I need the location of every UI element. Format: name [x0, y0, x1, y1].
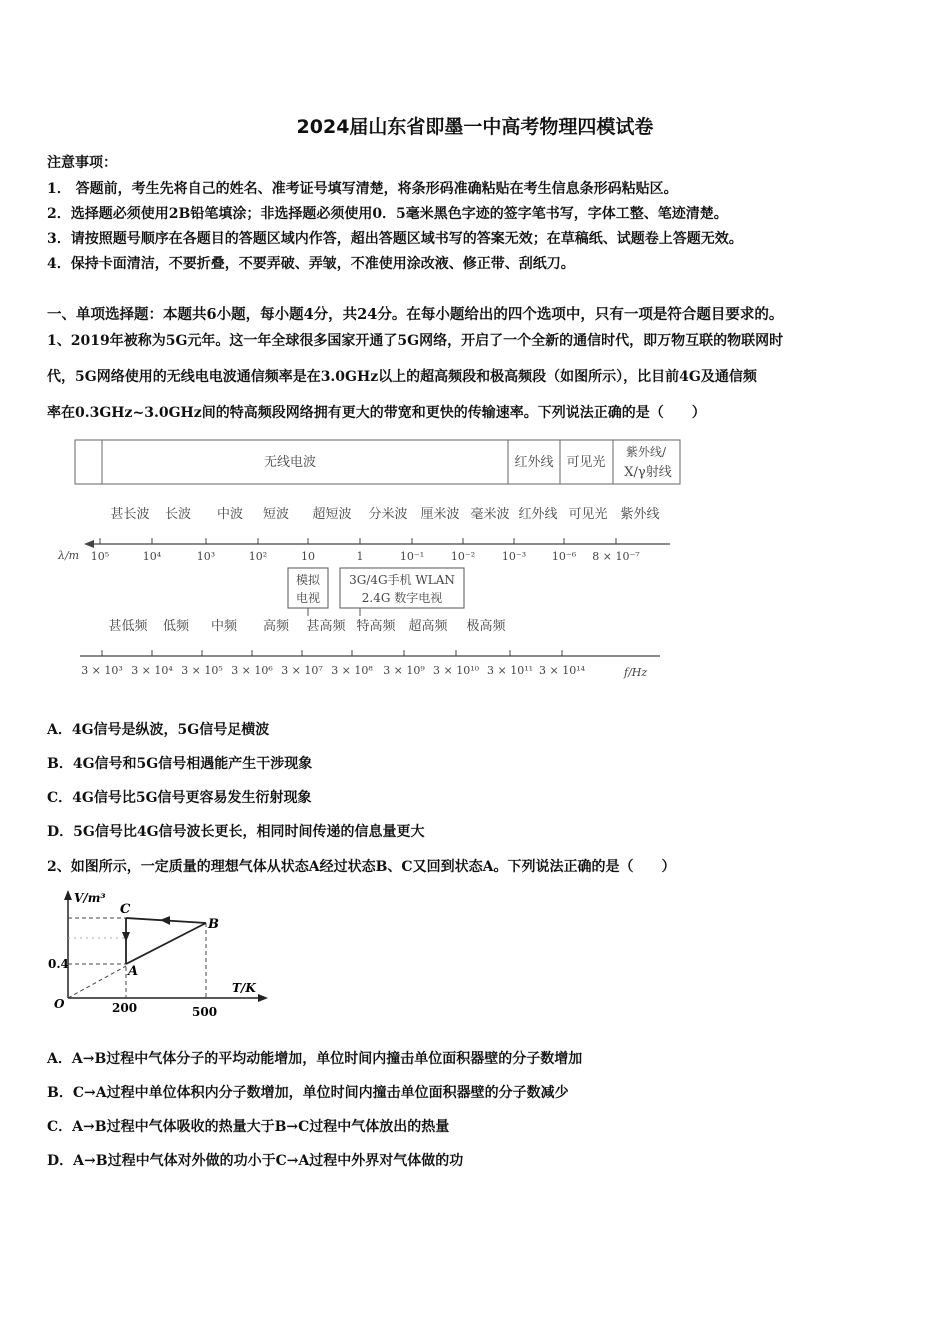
frequency-tick-label: 3 × 10⁶: [231, 664, 273, 677]
frequency-band-name: 中频: [210, 619, 238, 634]
mobile-band-label: 2.4G 数字电视: [361, 591, 443, 605]
point-c-label: C: [120, 902, 131, 917]
q2-option-c[interactable]: C．A→B过程中气体吸收的热量大于B→C过程中气体放出的热量: [47, 1119, 450, 1135]
lambda-tick-label: 10⁻⁶: [551, 550, 577, 563]
wave-name: 甚长波: [110, 507, 150, 522]
q1-option-c[interactable]: C．4G信号比5G信号更容易发生衍射现象: [47, 790, 312, 806]
band-label: X/γ射线: [624, 465, 672, 480]
lambda-tick-label: 10³: [196, 550, 216, 563]
origin-label: O: [54, 997, 65, 1011]
frequency-tick-label: 3 × 10⁷: [281, 664, 323, 677]
v-tick-0-4: 0.4: [48, 957, 69, 971]
wave-name: 短波: [262, 507, 290, 522]
lambda-tick-label: 10⁵: [90, 550, 110, 563]
band-label: 可见光: [566, 455, 606, 470]
band-label: 无线电波: [263, 455, 317, 470]
wave-name: 毫米波: [470, 507, 510, 522]
vt-graph: [40, 888, 280, 1023]
lambda-tick-label: 10⁻²: [450, 550, 476, 563]
notice-heading: 注意事项：: [47, 155, 117, 171]
frequency-tick-label: 3 × 10¹¹: [486, 664, 534, 677]
band-label: 红外线: [514, 455, 554, 470]
point-a-label: A: [128, 964, 139, 979]
frequency-tick-label: 3 × 10¹⁰: [432, 664, 480, 677]
notice-item: 1． 答题前，考生先将自己的姓名、准考证号填写清楚，将条形码准确粘贴在考生信息条形码粘贴区。: [47, 181, 678, 197]
wave-names: [110, 506, 659, 522]
frequency-band-name: 极高频: [466, 619, 506, 634]
notice-item: 2．选择题必须使用2B铅笔填涂；非选择题必须使用0．5毫米黑色字迹的签字笔书写，字体工整、笔迹清楚。: [47, 206, 728, 222]
frequency-tick-label: 3 × 10⁴: [131, 664, 173, 677]
analog-tv-label: 模拟: [295, 573, 321, 587]
frequency-band-name: 甚低频: [108, 619, 148, 634]
frequency-tick-label: 3 × 10⁹: [383, 664, 425, 677]
t-tick-200: 200: [112, 1001, 138, 1015]
lambda-tick-label: 10: [301, 550, 315, 563]
wave-name: 厘米波: [420, 507, 460, 522]
lambda-ticks: [91, 538, 641, 563]
q2-option-b[interactable]: B．C→A过程中单位体积内分子数增加，单位时间内撞击单位面积器壁的分子数减少: [47, 1085, 569, 1101]
wave-name: 分米波: [368, 507, 408, 522]
frequency-band-name: 高频: [262, 619, 290, 634]
t-axis-label: T/K: [232, 981, 256, 995]
frequency-tick-label: 3 × 10⁸: [331, 664, 373, 677]
frequency-band-name: 甚高频: [306, 619, 346, 634]
notice-item: 3．请按照题号顺序在各题目的答题区域内作答，超出答题区域书写的答案无效；在草稿纸、试题卷上答题无效。: [47, 231, 743, 247]
band-label: 紫外线/: [625, 445, 667, 459]
t-tick-500: 500: [192, 1005, 218, 1019]
q1-option-a[interactable]: A．4G信号是纵波，5G信号足横波: [47, 722, 270, 738]
lambda-tick-label: 1: [356, 550, 364, 563]
wave-name: 红外线: [518, 507, 558, 522]
point-b-label: B: [208, 917, 219, 932]
lambda-tick-label: 10²: [248, 550, 268, 563]
notice-item: 4．保持卡面清洁，不要折叠，不要弄破、弄皱，不准使用涂改液、修正带、刮纸刀。: [47, 256, 575, 272]
q1-option-d[interactable]: D．5G信号比4G信号波长更长，相同时间传递的信息量更大: [47, 824, 425, 840]
question-1-line: 代，5G网络使用的无线电电波通信频率是在3.0GHz以上的超高频段和极高频段（如图所示），比目前4G及通信频: [47, 369, 757, 385]
frequency-tick-label: 3 × 10¹⁴: [538, 664, 586, 677]
mobile-band-label: 3G/4G手机 WLAN: [349, 573, 455, 587]
question-1-line: 1、2019年被称为5G元年。这一年全球很多国家开通了5G网络，开启了一个全新的通信时代，即万物互联的物联网时: [47, 333, 784, 349]
freq-ticks: [81, 650, 585, 677]
q2-option-a[interactable]: A．A→B过程中气体分子的平均动能增加，单位时间内撞击单位面积器壁的分子数增加: [47, 1051, 583, 1067]
frequency-band-name: 超高频: [408, 619, 448, 634]
wave-name: 超短波: [312, 507, 352, 522]
wave-name: 紫外线: [620, 507, 660, 522]
v-axis-label: V/m³: [74, 891, 106, 905]
lambda-tick-label: 10⁻¹: [399, 550, 425, 563]
freq-names: [108, 618, 506, 634]
q1-option-b[interactable]: B．4G信号和5G信号相遇能产生干涉现象: [47, 756, 313, 772]
frequency-tick-label: 3 × 10³: [81, 664, 123, 677]
lambda-tick-label: 10⁻³: [501, 550, 527, 563]
frequency-tick-label: 3 × 10⁵: [181, 664, 223, 677]
q2-option-d[interactable]: D．A→B过程中气体对外做的功小于C→A过程中外界对气体做的功: [47, 1153, 464, 1169]
frequency-band-name: 特高频: [356, 619, 396, 634]
page-title: 2024届山东省即墨一中高考物理四模试卷: [296, 116, 654, 138]
lambda-tick-label: 10⁴: [142, 550, 162, 563]
section-heading: 一、单项选择题：本题共6小题，每小题4分，共24分。在每小题给出的四个选项中，只有一项是符合题目要求的。: [47, 306, 784, 323]
question-1-line: 率在0.3GHz~3.0GHz间的特高频段网络拥有更大的带宽和更快的传输速率。下列说法正确的是（ ）: [47, 405, 706, 421]
wave-name: 长波: [164, 507, 192, 522]
frequency-axis-label: f/Hz: [624, 666, 648, 679]
analog-tv-label: 电视: [295, 591, 321, 605]
wave-name: 中波: [216, 507, 244, 522]
lambda-axis-label: λ/m: [58, 549, 80, 562]
lambda-tick-label: 8 × 10⁻⁷: [592, 550, 640, 563]
question-2-stem: 2、如图所示，一定质量的理想气体从状态A经过状态B、C又回到状态A。下列说法正确的是（ ）: [47, 859, 676, 875]
frequency-band-name: 低频: [162, 619, 190, 634]
wave-name: 可见光: [568, 507, 608, 522]
spectrum-figure: [58, 438, 690, 688]
